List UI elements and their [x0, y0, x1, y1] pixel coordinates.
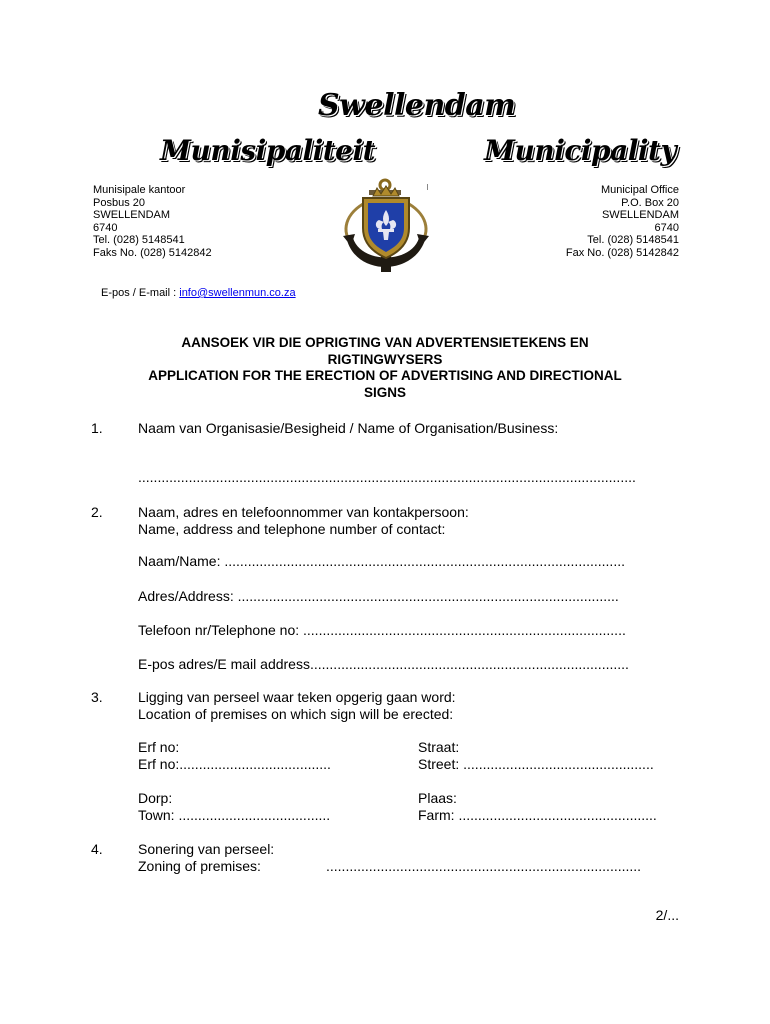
address-line: 6740 [654, 221, 679, 234]
location-label-en: Location of premises on which sign will be erected: [138, 706, 454, 722]
location-label-af: Ligging van perseel waar teken opgerig gaan word: [138, 689, 456, 705]
dorp-label: Dorp: [138, 790, 173, 806]
contact-address-field[interactable]: Adres/Address: .................................................................................................. [138, 588, 619, 604]
address-line: Faks No. (028) 5142842 [93, 246, 212, 259]
zoning-field[interactable]: ................................................................................. [326, 858, 642, 874]
contact-name-field[interactable]: Naam/Name: ....................................................................................................... [138, 553, 625, 569]
right-address-block [566, 184, 679, 260]
erf-number-field[interactable]: Erf no:....................................... [138, 756, 331, 772]
email-link[interactable]: info@swellenmun.co.za [179, 287, 296, 299]
title-line: RIGTINGWYSERS [327, 351, 443, 367]
section-number: 2. [91, 504, 103, 520]
erf-label-af: Erf no: [138, 739, 180, 755]
organisation-label: Naam van Organisasie/Besigheid / Name of Organisation/Business: [138, 420, 559, 436]
address-line: Tel. (028) 5148541 [587, 234, 679, 247]
town-field[interactable]: Town: ....................................... [138, 807, 331, 823]
street-field[interactable]: Street: ................................................. [418, 756, 654, 772]
plaas-label: Plaas: [418, 790, 457, 806]
section-number: 1. [91, 420, 103, 436]
left-municipality-title: Munisipaliteit [160, 134, 376, 167]
title-line: AANSOEK VIR DIE OPRIGTING VAN ADVERTENSIETEKENS EN [181, 335, 589, 350]
email-label: E-pos / E-mail : [101, 287, 180, 299]
section-number: 3. [91, 689, 103, 705]
organisation-name-field[interactable]: ................................................................................................................................ [138, 469, 636, 485]
section-number: 4. [91, 841, 103, 857]
right-municipality-title: Municipality [484, 134, 677, 167]
left-address-block [93, 184, 212, 260]
address-line: P.O. Box 20 [621, 196, 679, 209]
farm-field[interactable]: Farm: ................................................... [418, 807, 657, 823]
scan-mark [427, 184, 428, 190]
municipal-crest-icon [333, 176, 439, 288]
address-line: Munisipale kantoor [93, 184, 186, 196]
zoning-label-af: Sonering van perseel: [138, 841, 275, 857]
address-line: Municipal Office [600, 184, 679, 196]
address-line: SWELLENDAM [601, 209, 679, 222]
zoning-label-en: Zoning of premises: [138, 858, 261, 874]
title-line: APPLICATION FOR THE ERECTION OF ADVERTISING AND DIRECTIONAL [148, 368, 622, 383]
email-line [101, 287, 296, 299]
title-line: SIGNS [363, 384, 406, 400]
page-continuation: 2/... [655, 907, 679, 923]
contact-email-field[interactable]: E-pos adres/E mail address.................................................................................. [138, 656, 629, 672]
straat-label: Straat: [418, 739, 460, 755]
address-line: Tel. (028) 5148541 [93, 234, 185, 247]
town-name: Swellendam [318, 88, 516, 123]
contact-label-en: Name, address and telephone number of contact: [138, 521, 446, 537]
address-line: SWELLENDAM [93, 209, 171, 222]
address-line: Posbus 20 [93, 196, 145, 209]
address-line: Fax No. (028) 5142842 [565, 246, 679, 259]
contact-telephone-field[interactable]: Telefoon nr/Telephone no: ................................................................................... [138, 622, 626, 638]
form-title [60, 335, 710, 401]
contact-label-af: Naam, adres en telefoonnommer van kontakpersoon: [138, 504, 469, 520]
address-line: 6740 [93, 221, 118, 234]
